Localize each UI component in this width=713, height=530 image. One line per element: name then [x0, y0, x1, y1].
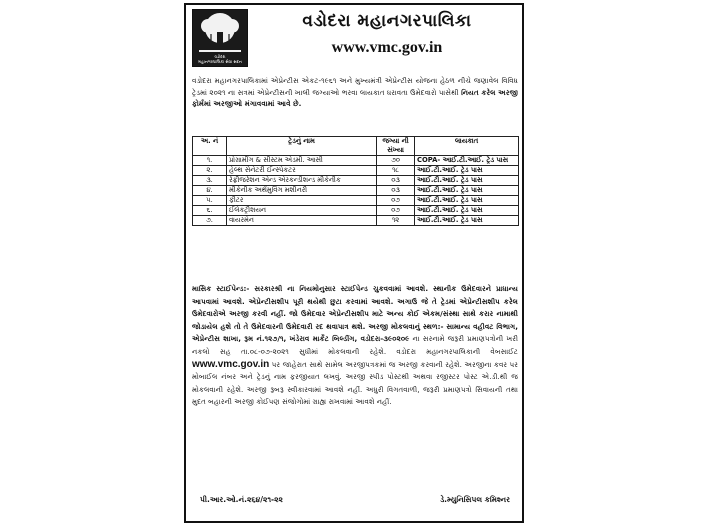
cell-qualification: COPA- આઈ.ટી.આઈ. ટ્રેડ પાસ: [415, 156, 519, 166]
cell-serial: ૭.: [193, 216, 227, 226]
header-qualification: લાયકાત: [415, 137, 519, 156]
cell-serial: ૩.: [193, 176, 227, 186]
reference-number: પી.આર.ઓ.નં.૨૬૪/૨૧-૨૨: [200, 495, 283, 504]
cell-seats: ૦૩: [377, 176, 415, 186]
table-row: [193, 216, 519, 226]
header-trade: ટ્રેડનું નામ: [227, 137, 377, 156]
cell-seats: ૦૭: [377, 196, 415, 206]
cell-seats: ૧૮: [377, 166, 415, 176]
signatory: ડે.મ્યુનિસિપલ કમિશ્નર: [440, 495, 510, 504]
cell-qualification: આઈ.ટી.આઈ. ટ્રેડ પાસ: [415, 216, 519, 226]
cell-trade: પ્રોગ્રામીંગ & સીસ્ટમ એડમી. આસી: [227, 156, 377, 166]
trades-table: [192, 136, 519, 226]
terms-paragraph: [192, 283, 518, 409]
cell-serial: ૧.: [193, 156, 227, 166]
cell-qualification: આઈ.ટી.આઈ. ટ્રેડ પાસ: [415, 176, 519, 186]
table-row: [193, 176, 519, 186]
header-serial: અ. નં: [193, 137, 227, 156]
cell-seats: ૦૩: [377, 186, 415, 196]
cell-serial: ૪.: [193, 186, 227, 196]
cell-trade: મીકેનીક અર્થમુવિંગ મશીનરી: [227, 186, 377, 196]
terms-bold-text: માસિક સ્ટાઈપેન્ડ:- સરકારશ્રી ના નિયમોનુસાર સ્ટાઈપેન્ડ ચુકવવામાં આવશે. સ્થાનીક ઉમેદવારને પ્રાધાન્ય આપવામાં આવશે. એપ્રેન્ટીસશીપ પૂરી થયેથી છુટા કરવામાં આવશે. અગાઉ જે તે ટ્રેડમાં એપ્રેન્ટીસશીપ કરેલ ઉમેદવારોએ અરજી કરવી નહીં. જો ઉમેદવાર એપ્રેન્ટીસશીપ માટે અન્ય કોઈ એકમ/સંસ્થા સાથે કરાર નામાથી જોડાયેલ હશે તો તે ઉમેદવારની ઉમેદવારી રદ થવાપાત્ર થશે. અરજી મોકલવાનું સ્થળ:- સામાન્ય વહીવટ વિભાગ, એપ્રેન્ટીસ શાખા, રૂમ નં.૧૨૭/૧, ખંડેરાવ માર્કેટ બિલ્ડીંગ, વડોદરા-૩૯૦૨૦૯: [192, 284, 518, 344]
cell-qualification: આઈ.ટી.આઈ. ટ્રેડ પાસ: [415, 206, 519, 216]
cell-serial: ૨.: [193, 166, 227, 176]
cell-trade: ઈલેકટ્રીશયન: [227, 206, 377, 216]
logo-caption-line1: વડોદરા: [214, 54, 226, 59]
table-row: [193, 166, 519, 176]
body-website: www.vmc.gov.in: [192, 358, 270, 370]
terms-text-2: પર જાહેરાત સાથે સામેલ અરજીપત્રકમાં જ અરજી કરવાની રહેશે. અરજીના કવર પર મોબાઈલ નંબર અને ટ્રેડનું નામ ફરજીયાત લખવું. અરજી સ્પીડ પોસ્ટથી અથવા રજીસ્ટર પોસ્ટ એ.ડી.થી જ મોકલવાની રહેશે. અરજી રૂબરૂ સ્વીકારવામાં આવશે નહીં. અધુરી વિગતવાળી, જરૂરી પ્રમાણપત્રો સિવાયની તથા મુદત બહારની અરજી કોઈપણ સંજોગોમાં ગ્રાહ્ય રાખવામાં આવશે નહીં.: [192, 359, 518, 407]
cell-trade: હેલ્થ સેનેટરી ઈન્સ્પેકટર: [227, 166, 377, 176]
notice-title: વડોદરા મહાનગરપાલિકા: [302, 11, 472, 31]
table-row: [193, 206, 519, 216]
intro-text: વડોદરા મહાનગરપાલિકામાં એપ્રેન્ટીસ એકટ-૧૯૬૧ અને મુખ્યમંત્રી એપ્રેન્ટીસ યોજના હેઠળ નીચે જણાવેલ વિવિધ ટ્રેડમાં ૨૦૨૧ ના સત્રમાં એપ્રેન્ટીસની ખાલી જગ્યાઓ ભરવા લાયકાત ધરાવતા ઉમેદવારો પાસેથી: [192, 76, 518, 97]
cell-trade: વાયરમેન: [227, 216, 377, 226]
cell-qualification: આઈ.ટી.આઈ. ટ્રેડ પાસ: [415, 196, 519, 206]
cell-serial: ૬.: [193, 206, 227, 216]
logo-caption-line2: મહાનગરપાલિકા સેવા સદન: [198, 59, 242, 64]
cell-seats: ૭૦: [377, 156, 415, 166]
cell-qualification: આઈ.ટી.આઈ. ટ્રેડ પાસ: [415, 166, 519, 176]
intro-bold-text: નિયત કરેલ અરજી ફોર્મમાં અરજીઓ મંગાવવામાં આવે છે.: [192, 87, 518, 108]
cell-trade: રેફ્રીજરેશન એન્ડ એરકન્ડીશન્ડ મીકેનીક: [227, 176, 377, 186]
table-row: [193, 156, 519, 166]
cell-trade: ફીટર: [227, 196, 377, 206]
table-row: [193, 186, 519, 196]
recruitment-notice: [184, 3, 524, 523]
header-seats: જગ્યા ની સંખ્યા: [377, 137, 415, 156]
cell-qualification: આઈ.ટી.આઈ. ટ્રેડ પાસ: [415, 186, 519, 196]
intro-paragraph: [192, 75, 518, 110]
terms-text-1: ના સરનામે જરૂરી પ્રમાણપત્રોની ખરી નકલો સહ તા.૦૮-૦૭-૨૦૨૧ સુધીમાં મોકલવાની રહેશે. વડોદરા મહાનગરપાલિકાની વેબસાઈટ: [192, 334, 518, 356]
table-row: [193, 196, 519, 206]
table-header-row: [193, 137, 519, 156]
cell-seats: ૦૭: [377, 206, 415, 216]
vmc-logo: [192, 9, 248, 67]
cell-seats: ૧૨: [377, 216, 415, 226]
header-website: www.vmc.gov.in: [331, 39, 443, 56]
cell-serial: ૫.: [193, 196, 227, 206]
